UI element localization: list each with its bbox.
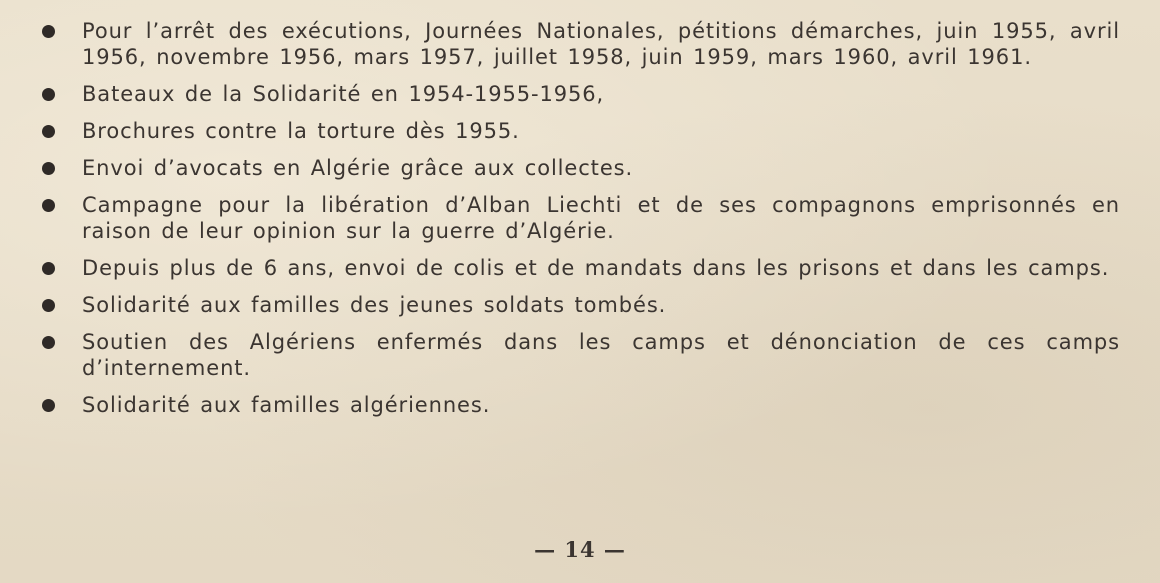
list-item (40, 292, 1120, 318)
bullet-icon (42, 125, 55, 138)
bullet-icon (42, 199, 55, 212)
bullet-icon (42, 162, 55, 175)
list-item-text: Pour l’arrêt des exécutions, Journées Nationales, pétitions démarches, juin 1955, avril 1956, novembre 1956, mars 1957, juillet 1958, juin 1959, mars 1960, avril 1961. (82, 19, 1120, 69)
bullet-icon (42, 262, 55, 275)
bullet-icon (42, 88, 55, 101)
list-item (40, 81, 1120, 107)
list-item (40, 192, 1120, 244)
list-item (40, 18, 1120, 70)
list-item (40, 255, 1120, 281)
page-number: — 14 — (534, 537, 626, 562)
list-item-text: Envoi d’avocats en Algérie grâce aux collectes. (82, 156, 634, 180)
bullet-icon (42, 25, 55, 38)
list-item-text: Depuis plus de 6 ans, envoi de colis et de mandats dans les prisons et dans les camps. (82, 256, 1110, 280)
list-item-text: Soutien des Algériens enfermés dans les camps et dénonciation de ces camps d’internement. (82, 330, 1120, 380)
list-item-text: Campagne pour la libération d’Alban Liechti et de ses compagnons emprisonnés en raison de leur opinion sur la guerre d’Algérie. (82, 193, 1120, 243)
list-item (40, 118, 1120, 144)
list-item-text: Solidarité aux familles algériennes. (82, 393, 491, 417)
list-item (40, 392, 1120, 418)
list-item-text: Brochures contre la torture dès 1955. (82, 119, 520, 143)
list-item-text: Solidarité aux familles des jeunes soldats tombés. (82, 293, 667, 317)
bullet-icon (42, 299, 55, 312)
list-item (40, 329, 1120, 381)
bullet-icon (42, 399, 55, 412)
bullet-list (40, 18, 1120, 429)
bullet-icon (42, 336, 55, 349)
list-item-text: Bateaux de la Solidarité en 1954-1955-1956, (82, 82, 605, 106)
list-item (40, 155, 1120, 181)
